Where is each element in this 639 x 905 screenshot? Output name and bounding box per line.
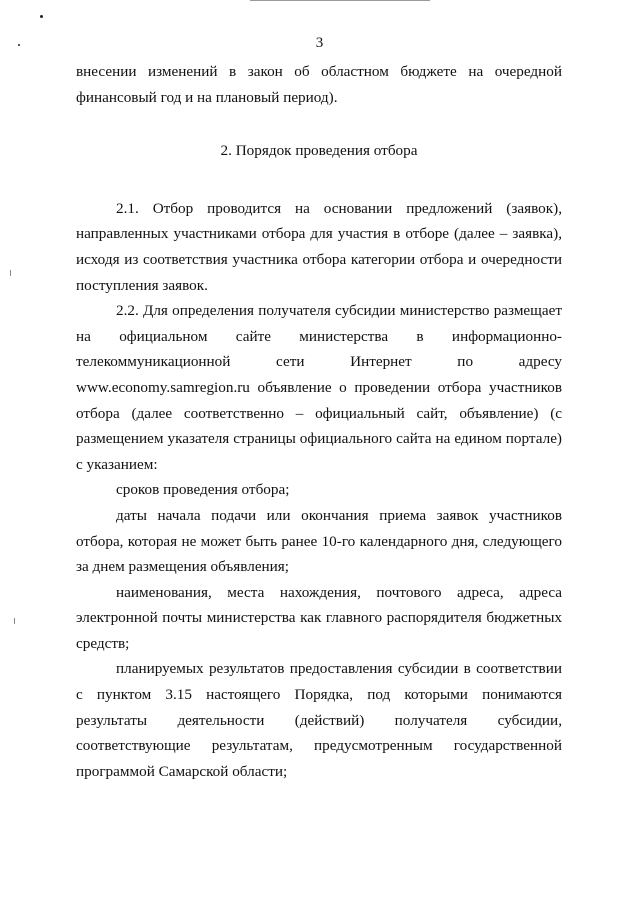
list-item-ministry-contacts: наименования, места нахождения, почтового адреса, адреса электронной почты министерства как главного распорядителя бюджетных средств; xyxy=(76,583,562,652)
scan-speck xyxy=(40,15,43,18)
document-body xyxy=(76,59,562,784)
paragraph-2-2-line-2: на официальном сайте министерства в информационно- xyxy=(76,327,562,345)
paragraph-2-2-line-3: телекоммуникационной сети Интернет по адресу xyxy=(76,353,562,371)
section-heading: 2. Порядок проведения отбора xyxy=(220,142,418,160)
paragraph-2-2-line-1: 2.2. Для определения получателя субсидии министерство размещает xyxy=(116,302,562,320)
list-item-planned-results: планируемых результатов предоставления субсидии в соответствии с пунктом 3.15 настоящего Порядка, под которыми понимаются результаты деятельности (действий) получателя субсидии, соответствующие результатам, предусмотренным государственной программой Самарской области; xyxy=(76,660,562,780)
paragraph-2-2-continued: www.economy.samregion.ru объявление о проведении отбора участников отбора (далее соответственно – официальный сайт, объявление) (с размещением указателя страницы официального сайта на едином портале) с указанием: xyxy=(76,378,562,473)
continuation-paragraph: внесении изменений в закон об областном бюджете на очередной финансовый год и на плановый период). xyxy=(76,63,562,106)
scan-mark xyxy=(10,270,11,276)
scan-mark xyxy=(14,618,15,624)
list-item-deadlines: сроков проведения отбора; xyxy=(116,481,290,499)
scan-edge-line xyxy=(250,0,430,1)
paragraph-2-1: 2.1. Отбор проводится на основании предложений (заявок), направленных участниками отбора для участия в отборе (далее – заявка), исходя из соответствия участника отбора категории отбора и очередности поступления заявок. xyxy=(76,199,562,294)
list-item-dates: даты начала подачи или окончания приема заявок участников отбора, которая не может быть ранее 10-го календарного дня, следующего за днем размещения объявления; xyxy=(76,506,562,576)
page-number: 3 xyxy=(315,35,324,51)
